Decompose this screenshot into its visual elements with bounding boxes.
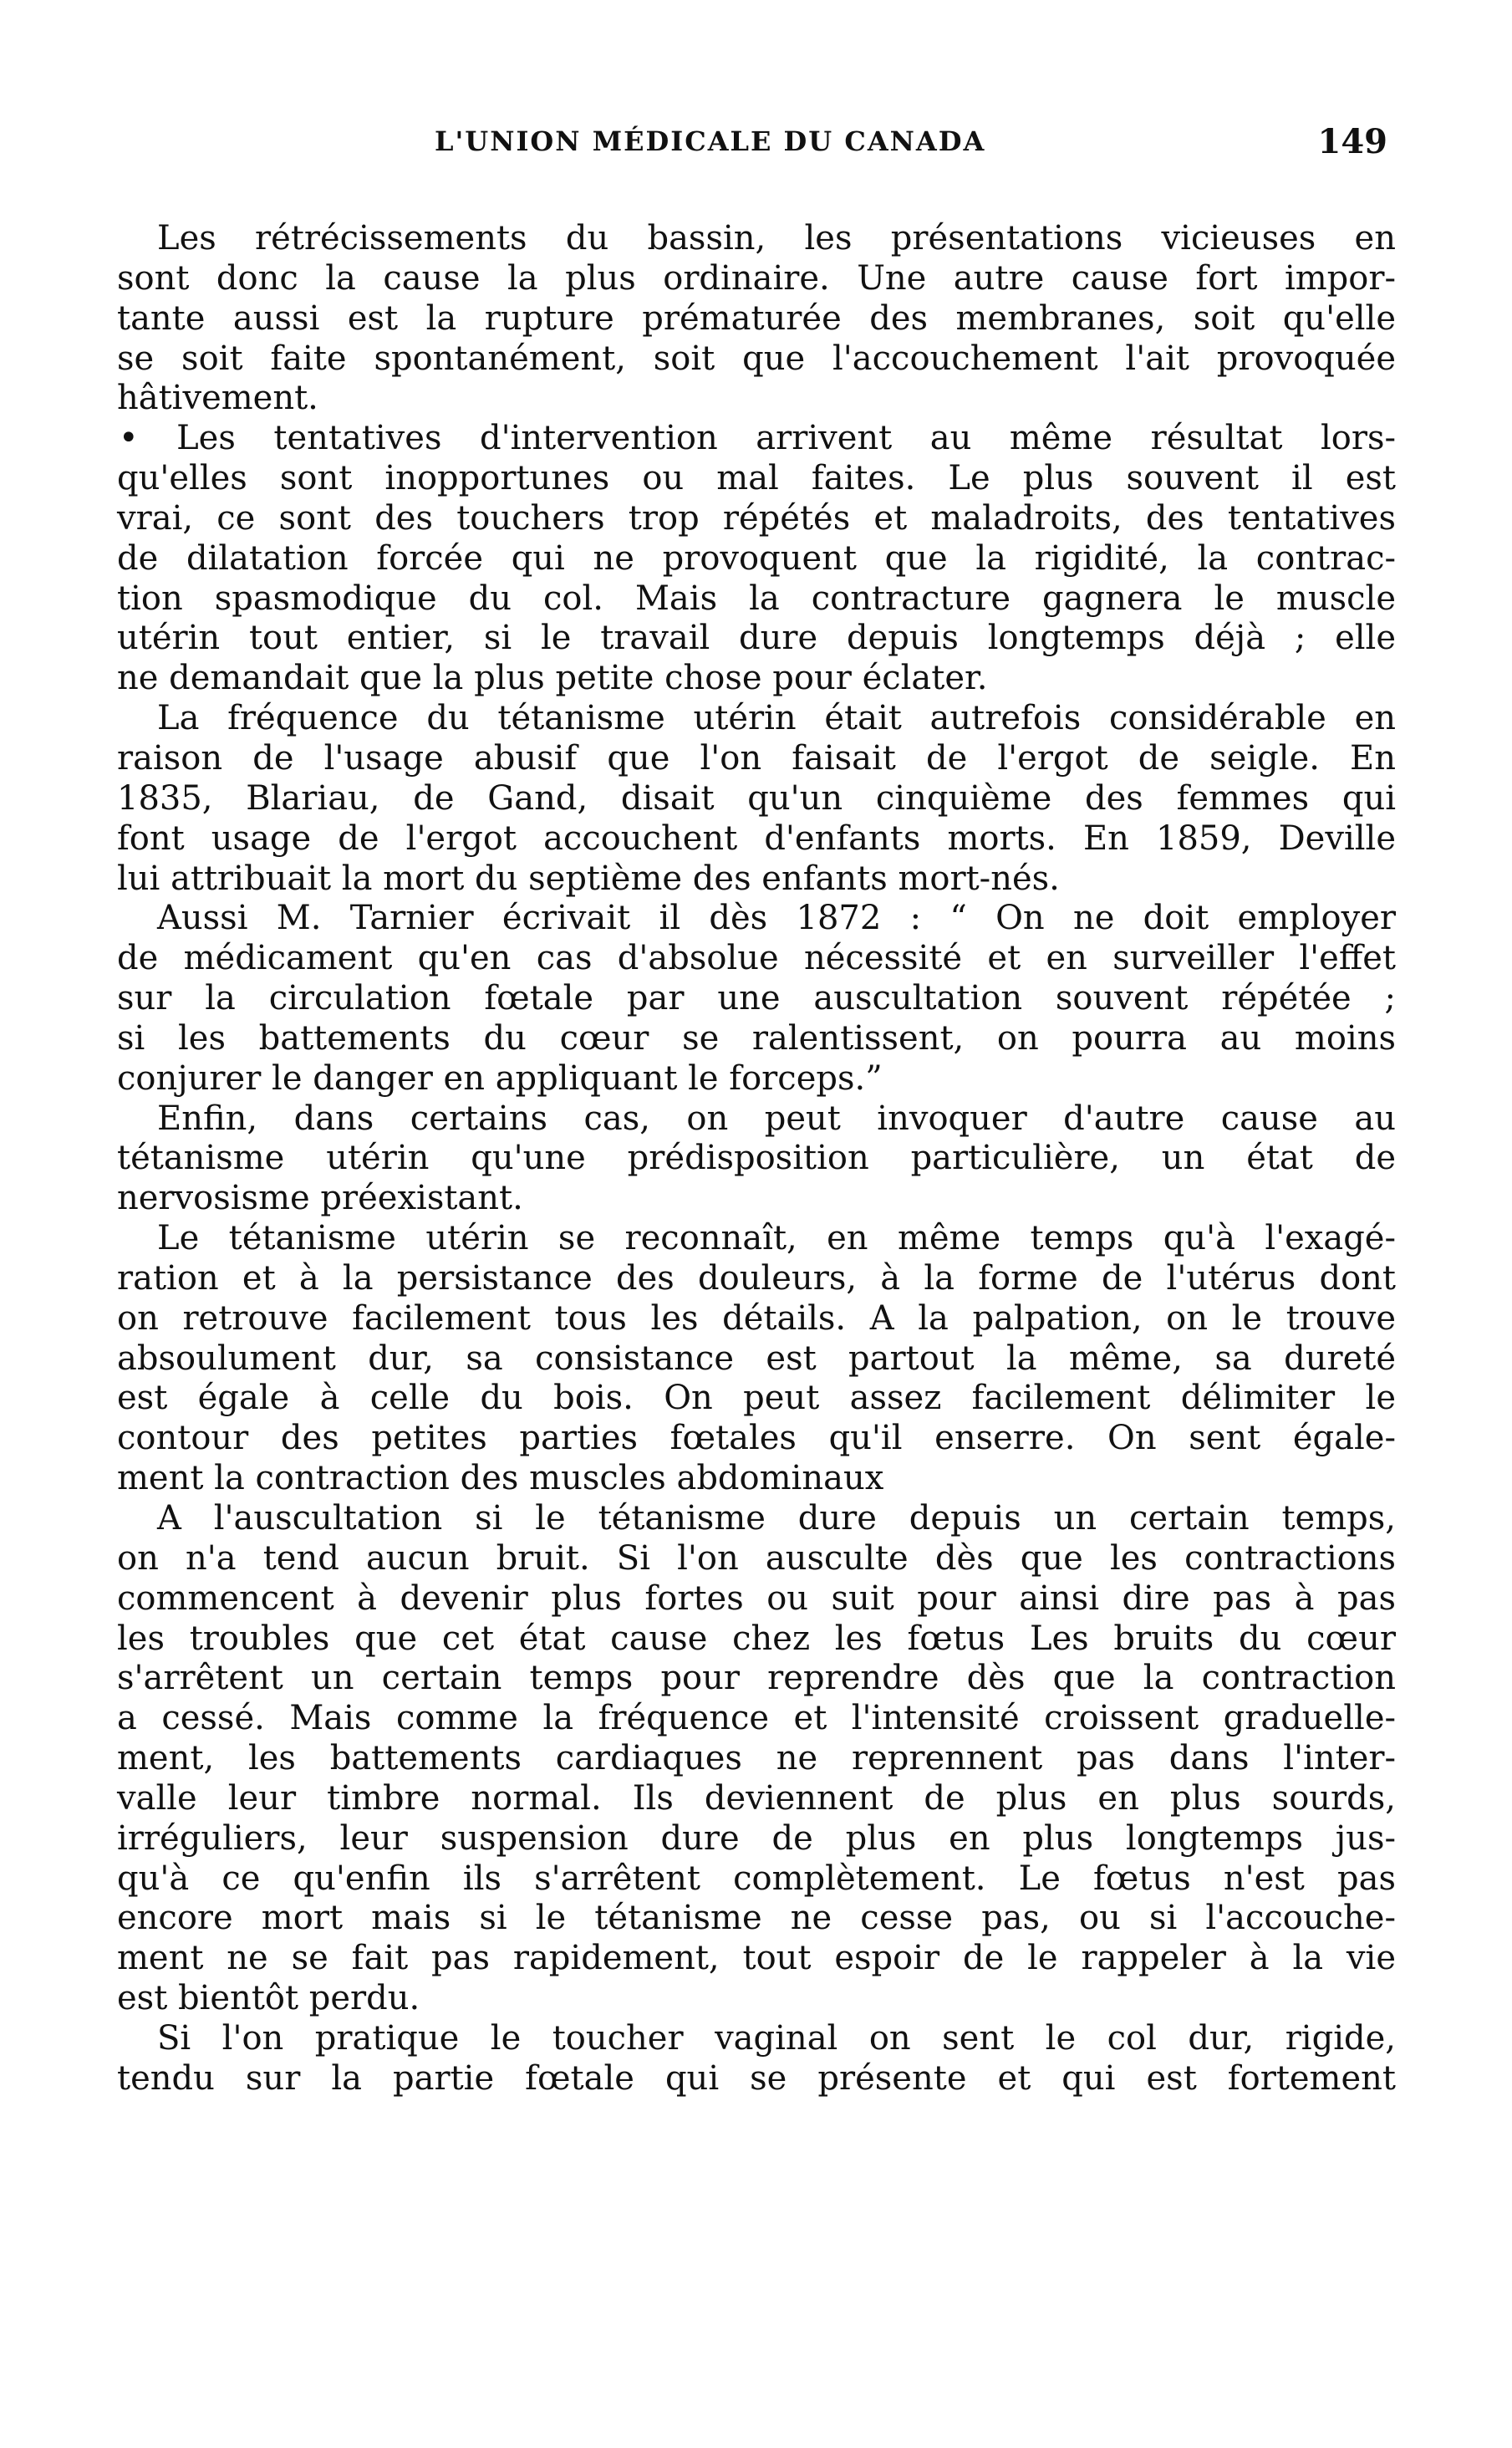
text-line: a cessé. Mais comme la fréquence et l'intensité croissent graduelle- xyxy=(117,1699,1396,1738)
body-text xyxy=(117,219,1396,2099)
text-line: tendu sur la partie fœtale qui se présente et qui est fortement xyxy=(117,2058,1396,2098)
text-line: Aussi M. Tarnier écrivait il dès 1872 : “ On ne doit employer xyxy=(157,899,1396,938)
text-line: sur la circulation fœtale par une auscultation souvent répétée ; xyxy=(117,979,1396,1018)
text-line: se soit faite spontanément, soit que l'accouchement l'ait provoquée xyxy=(117,339,1396,378)
text-line: commencent à devenir plus fortes ou suit pour ainsi dire pas à pas xyxy=(117,1578,1396,1618)
text-line: irréguliers, leur suspension dure de plus en plus longtemps jus- xyxy=(117,1818,1396,1858)
text-line: utérin tout entier, si le travail dure depuis longtemps déjà ; elle xyxy=(117,619,1396,658)
text-line: est bientôt perdu. xyxy=(117,1979,420,2018)
text-line: La fréquence du tétanisme utérin était autrefois considérable en xyxy=(157,699,1396,738)
text-line: ment la contraction des muscles abdominaux xyxy=(117,1459,884,1498)
text-line: absoulument dur, sa consistance est partout la même, sa dureté xyxy=(117,1339,1396,1378)
text-line: ment, les battements cardiaques ne reprennent pas dans l'inter- xyxy=(117,1739,1396,1778)
text-line: les troubles que cet état cause chez les fœtus Les bruits du cœur xyxy=(117,1619,1396,1658)
running-title: L'UNION MÉDICALE DU CANADA xyxy=(435,125,986,157)
page-header xyxy=(117,122,1387,176)
text-line: font usage de l'ergot accouchent d'enfants morts. En 1859, Deville xyxy=(117,819,1396,858)
text-line: contour des petites parties fœtales qu'il enserre. On sent égale- xyxy=(117,1419,1396,1458)
text-line: qu'elles sont inopportunes ou mal faites. Le plus souvent il est xyxy=(117,459,1396,498)
text-line: Enfin, dans certains cas, on peut invoquer d'autre cause au xyxy=(157,1099,1396,1138)
text-line: on n'a tend aucun bruit. Si l'on ausculte dès que les contractions xyxy=(117,1538,1396,1578)
text-line: on retrouve facilement tous les détails. A la palpation, on le trouve xyxy=(117,1298,1396,1338)
text-line: encore mort mais si le tétanisme ne cesse pas, ou si l'accouche- xyxy=(117,1899,1396,1938)
page-number: 149 xyxy=(1317,122,1387,161)
text-line: tante aussi est la rupture prématurée des membranes, soit qu'elle xyxy=(117,298,1396,338)
text-line: s'arrêtent un certain temps pour reprendre dès que la contraction xyxy=(117,1659,1396,1698)
text-line: Les rétrécissements du bassin, les présentations vicieuses en xyxy=(157,219,1396,258)
text-line: • Les tentatives d'intervention arrivent au même résultat lors- xyxy=(119,419,1396,458)
text-line: si les battements du cœur se ralentissent, on pourra au moins xyxy=(117,1018,1396,1058)
text-line: ration et à la persistance des douleurs, à la forme de l'utérus dont xyxy=(117,1258,1396,1298)
text-line: ment ne se fait pas rapidement, tout espoir de le rappeler à la vie xyxy=(117,1939,1396,1978)
text-line: A l'auscultation si le tétanisme dure depuis un certain temps, xyxy=(157,1499,1396,1538)
text-line: qu'à ce qu'enfin ils s'arrêtent complètement. Le fœtus n'est pas xyxy=(117,1859,1396,1898)
text-line: hâtivement. xyxy=(117,379,318,418)
text-line: Le tétanisme utérin se reconnaît, en même temps qu'à l'exagé- xyxy=(157,1219,1396,1258)
text-line: tion spasmodique du col. Mais la contracture gagnera le muscle xyxy=(117,579,1396,618)
text-line: nervosisme préexistant. xyxy=(117,1179,523,1218)
text-line: Si l'on pratique le toucher vaginal on sent le col dur, rigide, xyxy=(157,2018,1396,2058)
text-line: conjurer le danger en appliquant le forceps.” xyxy=(117,1058,883,1098)
text-line: lui attribuait la mort du septième des enfants mort-nés. xyxy=(117,859,1060,898)
text-line: tétanisme utérin qu'une prédisposition particulière, un état de xyxy=(117,1139,1396,1178)
text-line: vrai, ce sont des touchers trop répétés et maladroits, des tentatives xyxy=(117,498,1396,538)
text-line: est égale à celle du bois. On peut assez facilement délimiter le xyxy=(117,1379,1396,1418)
text-line: valle leur timbre normal. Ils deviennent de plus en plus sourds, xyxy=(117,1778,1396,1818)
text-line: sont donc la cause la plus ordinaire. Une autre cause fort impor- xyxy=(117,258,1396,298)
text-line: 1835, Blariau, de Gand, disait qu'un cinquième des femmes qui xyxy=(117,778,1396,818)
text-line: de médicament qu'en cas d'absolue nécessité et en surveiller l'effet xyxy=(117,939,1396,978)
text-line: ne demandait que la plus petite chose pour éclater. xyxy=(117,659,988,698)
text-line: raison de l'usage abusif que l'on faisait de l'ergot de seigle. En xyxy=(117,738,1396,778)
text-line: de dilatation forcée qui ne provoquent que la rigidité, la contrac- xyxy=(117,538,1396,578)
